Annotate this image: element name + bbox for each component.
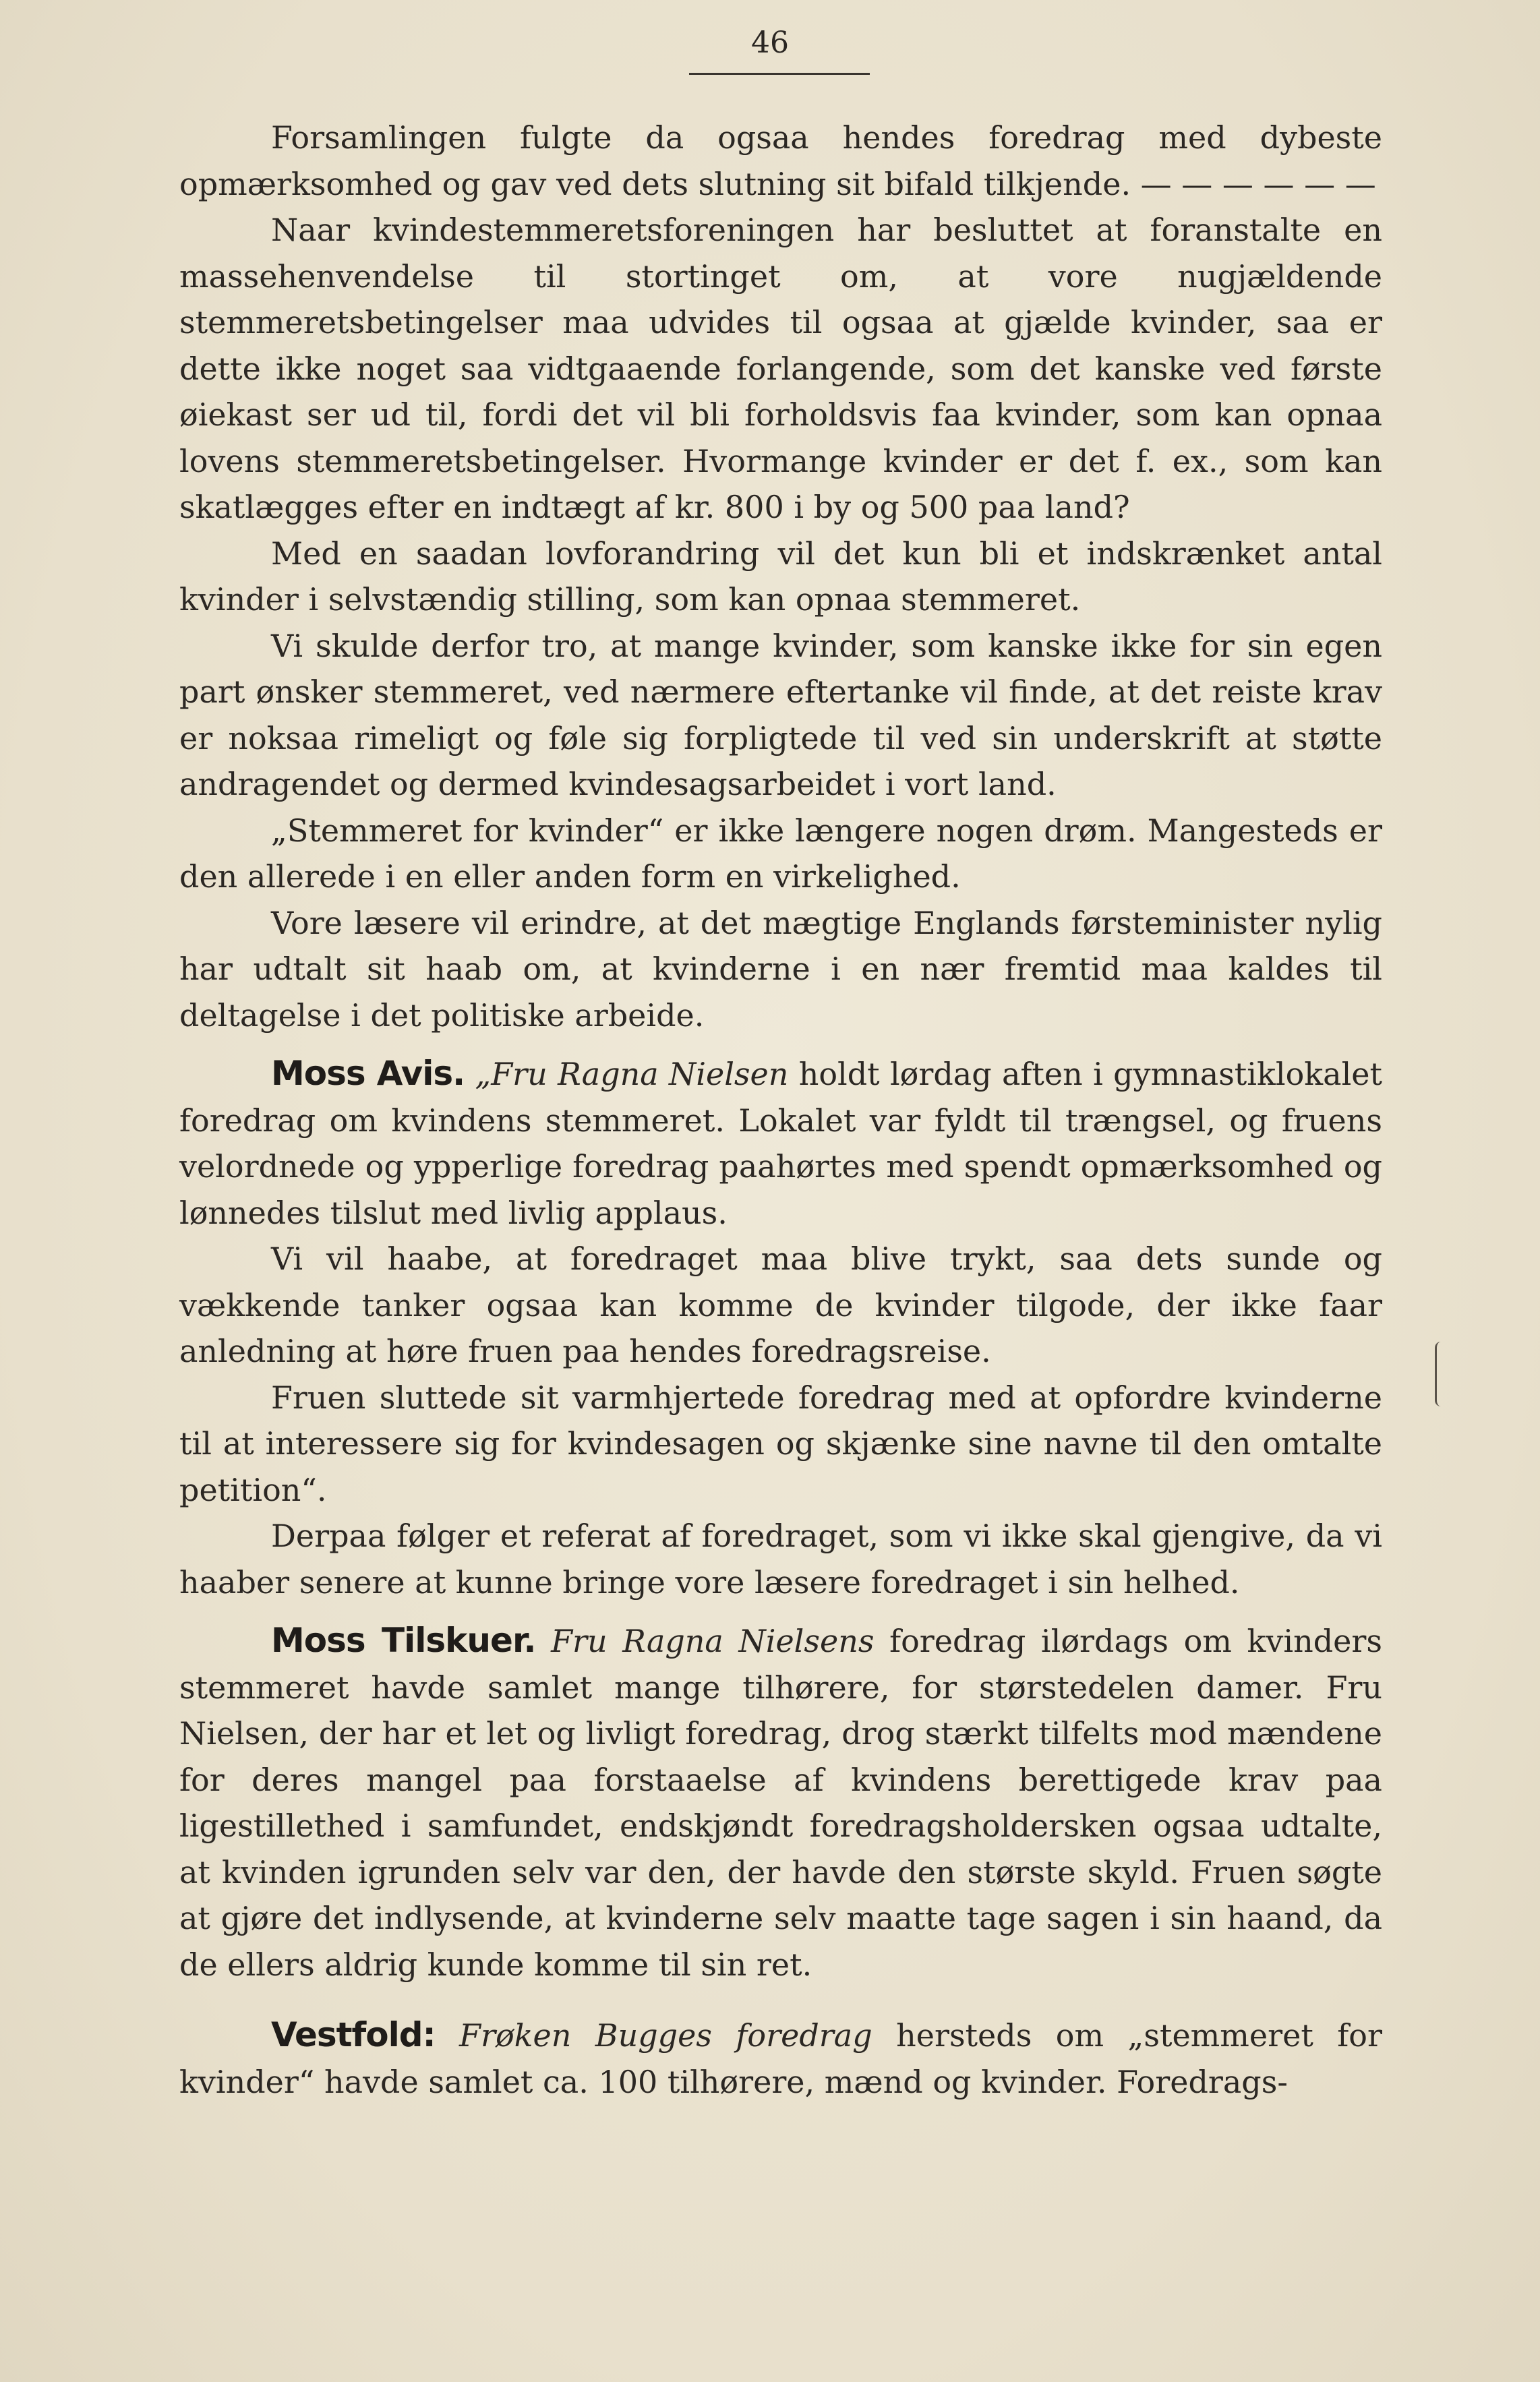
entry-text: hersteds om „stemmeret for kvinder“ havde samlet ca. 100 tilhørere, mænd og kvinder. Foredrags- xyxy=(179,2017,1382,2100)
entry-text: foredrag ilørdags om kvinders stemmeret havde samlet mange tilhørere, for størstedelen damer. Fru Nielsen, der har et let og livligt foredrag, drog stærkt tilfelts mod mændene for deres mangel paa forstaaelse af kvindens berettigede krav paa ligestillethed i samfundet, endskjøndt foredragsholdersken ogsaa udtalte, at kvinden igrunden selv var den, der havde den største skyld. Fruen søgte at gjøre det indlysende, at kvinderne selv maatte tage sagen i sin haand, da de ellers aldrig kunde komme til sin ret. xyxy=(179,1623,1382,1983)
header-rule xyxy=(689,73,870,75)
paragraph: Vore læsere vil erindre, at det mægtige Englands førsteminister nylig har udtalt sit haab om, at kvinderne i en nær fremtid maa kaldes til deltagelse i det politiske arbeide. xyxy=(179,904,1382,1034)
source-name: Vestfold: xyxy=(271,2015,436,2054)
paragraph: Derpaa følger et referat af foredraget, som vi ikke skal gjengive, da vi haaber senere at kunne bringe vore læsere foredraget i sin helhed. xyxy=(179,1518,1382,1601)
source-name: Moss Avis. xyxy=(271,1054,465,1093)
source-name: Moss Tilskuer. xyxy=(271,1621,536,1660)
speaker-name: Fru Ragna Nielsens xyxy=(551,1623,875,1659)
paragraph: Vi skulde derfor tro, at mange kvinder, som kanske ikke for sin egen part ønsker stemmeret, ved nærmere eftertanke vil finde, at det reiste krav er noksaa rimeligt og føle sig forpligtede til ved sin underskrift at støtte andragendet og dermed kvindesagsarbeidet i vort land. xyxy=(179,627,1382,802)
paragraph: Med en saadan lovforandring vil det kun bli et indskrænket antal kvinder i selvstændig stilling, som kan opnaa stemmeret. xyxy=(179,535,1382,618)
margin-mark xyxy=(1435,1342,1441,1406)
entry-text: holdt lørdag aften i gymnastiklokalet foredrag om kvindens stemmeret. Lokalet var fyldt til trængsel, og fruens velordnede og ypperlige foredrag paahørtes med spendt opmærksomhed og lønnedes tilslut med livlig applaus. xyxy=(179,1056,1383,1231)
paragraph: Fruen sluttede sit varmhjertede foredrag med at opfordre kvinderne til at interessere sig for kvindesagen og skjænke sine navne til den omtalte petition“. xyxy=(179,1379,1382,1508)
moss-avis-entry xyxy=(179,1050,1382,1236)
paragraph: Naar kvindestemmeretsforeningen har besluttet at foranstalte en massehenvendelse til stortinget om, at vore nugjældende stemmeretsbetingelser maa udvides til ogsaa at gjælde kvinder, saa er dette ikke noget saa vidtgaaende forlangende, som det kanske ved første øiekast ser ud til, fordi det vil bli forholdsvis faa kvinder, som kan opnaa lovens stemmeretsbetingelser. Hvormange kvinder er det f. ex., som kan skatlægges efter en indtægt af kr. 800 i by og 500 paa land? xyxy=(179,212,1382,525)
vestfold-entry xyxy=(179,2012,1382,2105)
page-number: 46 xyxy=(751,26,789,60)
moss-tilskuer-entry xyxy=(179,1617,1382,1988)
article-body xyxy=(179,115,1382,2105)
paragraph: „Stemmeret for kvinder“ er ikke længere nogen drøm. Mangesteds er den allerede i en eller anden form en virkelighed. xyxy=(179,812,1382,895)
speaker-name: „Fru Ragna Nielsen xyxy=(475,1056,789,1092)
paragraph: Forsamlingen fulgte da ogsaa hendes foredrag med dybeste opmærksomhed og gav ved dets slutning sit bifald tilkjende. — — — — — — xyxy=(179,119,1382,202)
speaker-name: Frøken Bugges foredrag xyxy=(459,2017,872,2054)
paragraph: Vi vil haabe, at foredraget maa blive trykt, saa dets sunde og vækkende tanker ogsaa kan komme de kvinder tilgode, der ikke faar anledning at høre fruen paa hendes foredragsreise. xyxy=(179,1241,1382,1369)
